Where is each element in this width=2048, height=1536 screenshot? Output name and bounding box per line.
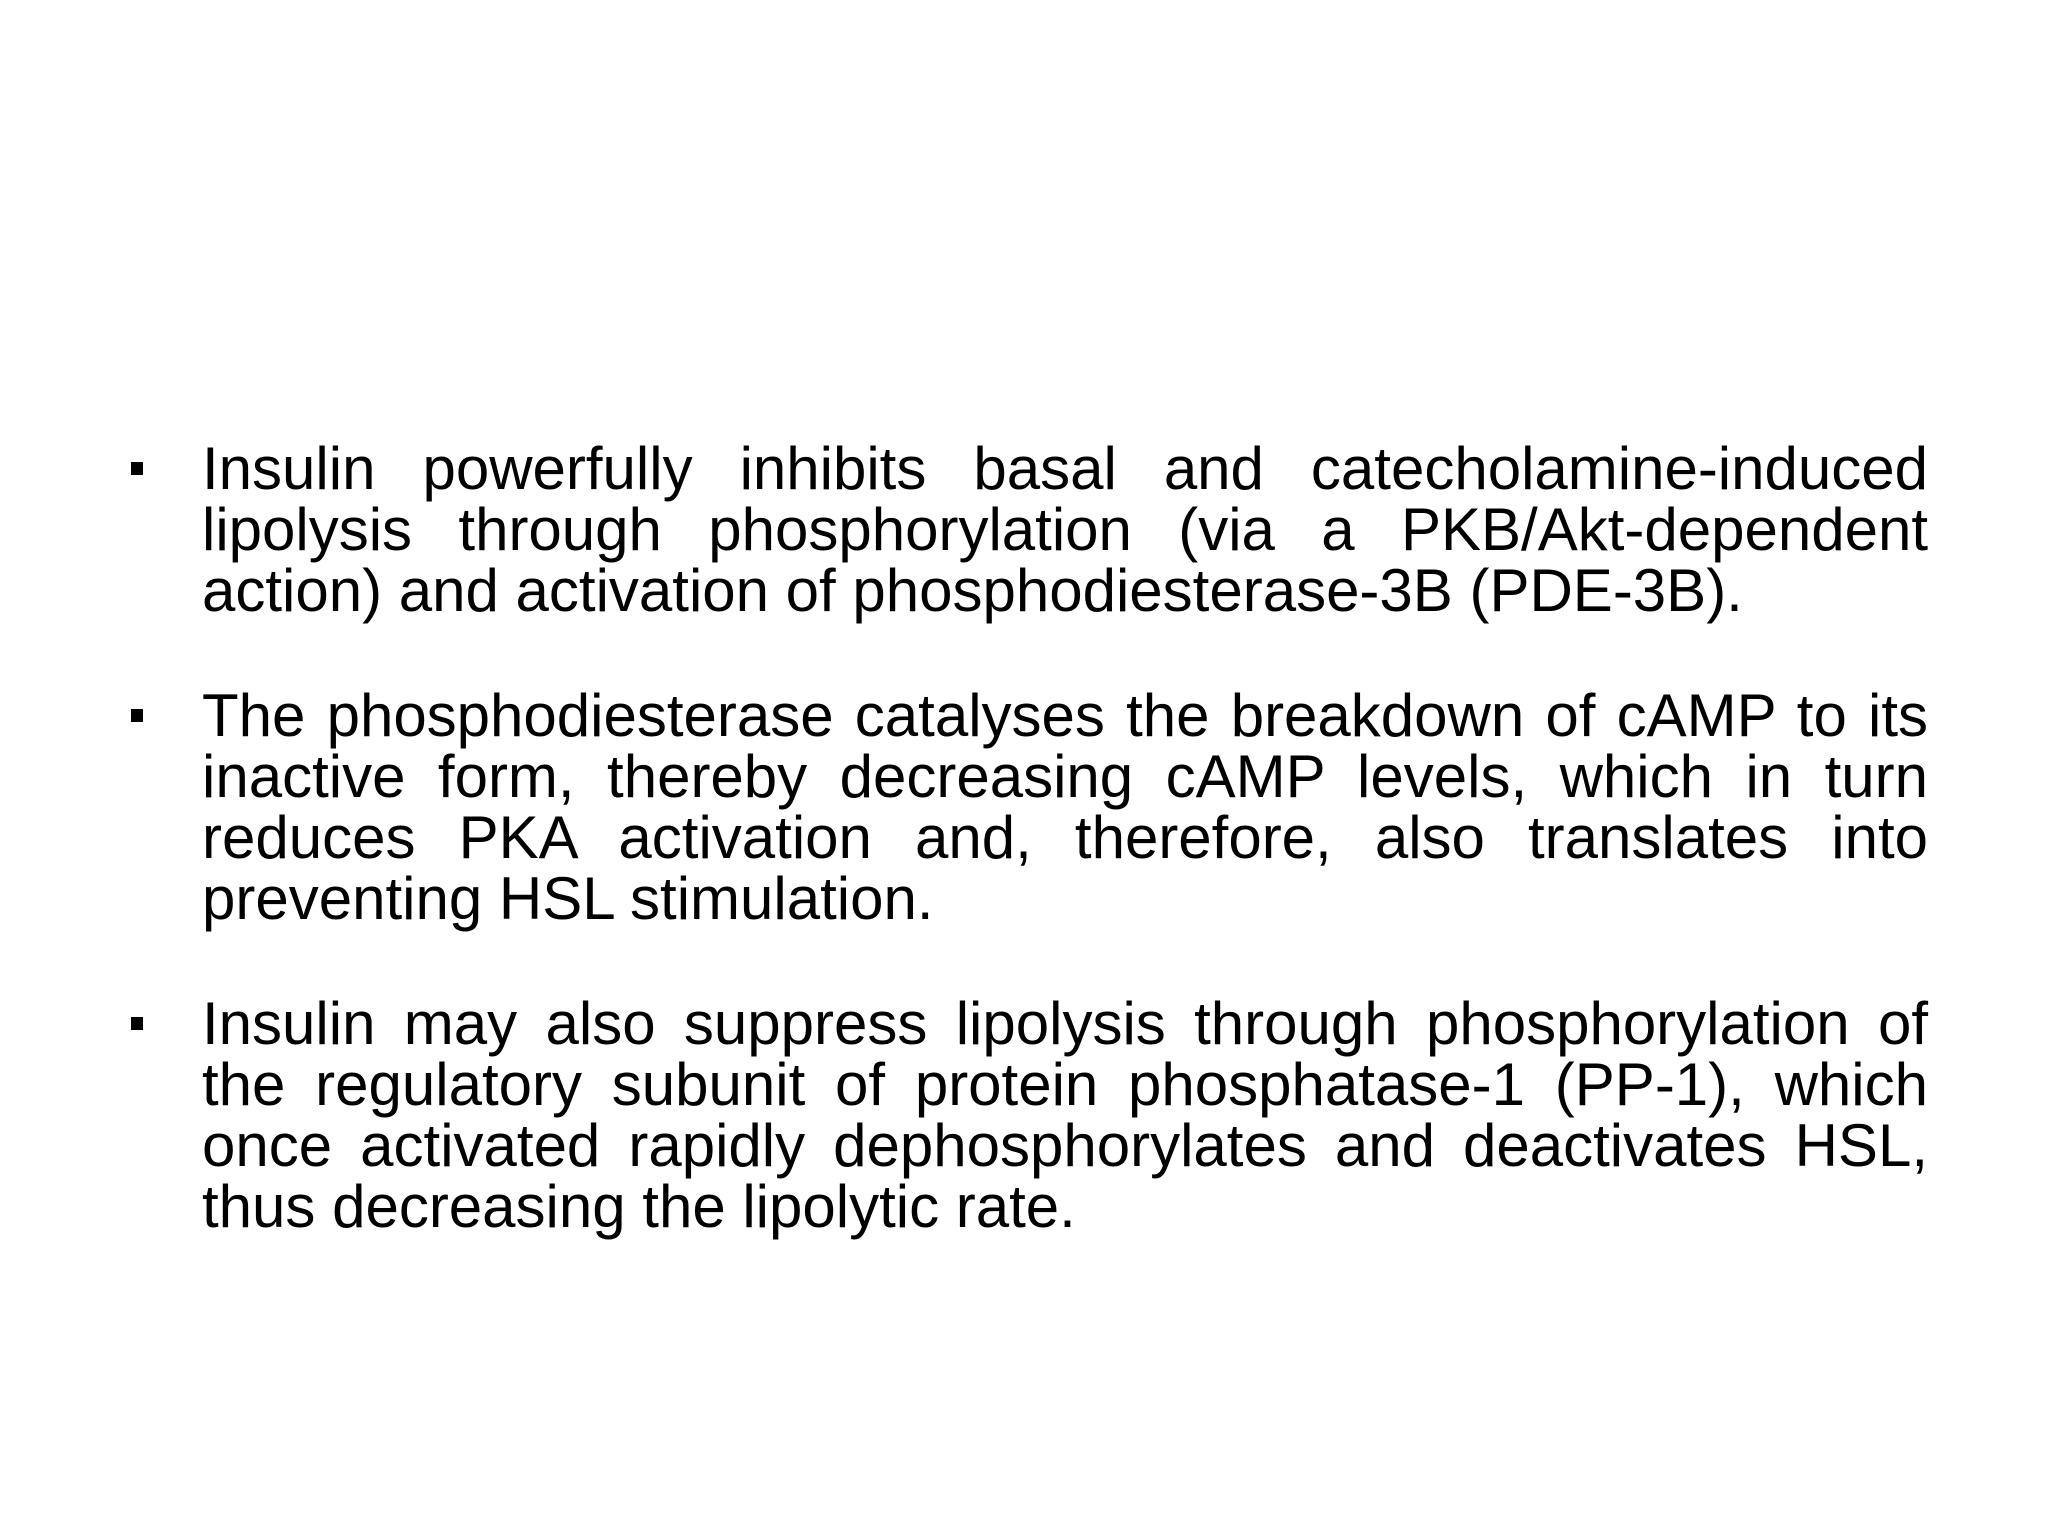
bullet-list xyxy=(128,435,1928,1301)
square-bullet-icon xyxy=(131,462,143,475)
bullet-text: Insulin may also suppress lipolysis through phosphorylation of the regulatory subunit of protein phosphatase-1 (PP-1), which once activated rapidly dephosphorylates and deactivates HSL, thus decreasing the lipolytic rate. xyxy=(202,990,1928,1240)
bullet-text: The phosphodiesterase catalyses the breakdown of cAMP to its inactive form, thereby decreasing cAMP levels, which in turn reduces PKA activation and, therefore, also translates into preventing HSL stimulation. xyxy=(202,682,1928,932)
bullet-item xyxy=(128,682,1928,932)
bullet-text: Insulin powerfully inhibits basal and catecholamine-induced lipolysis through phosphorylation (via a PKB/Akt-dependent action) and activation of phosphodiesterase-3B (PDE-3B). xyxy=(202,435,1928,624)
bullet-item xyxy=(128,990,1928,1240)
square-bullet-icon xyxy=(131,1017,143,1030)
bullet-item xyxy=(128,435,1928,624)
square-bullet-icon xyxy=(131,709,143,722)
